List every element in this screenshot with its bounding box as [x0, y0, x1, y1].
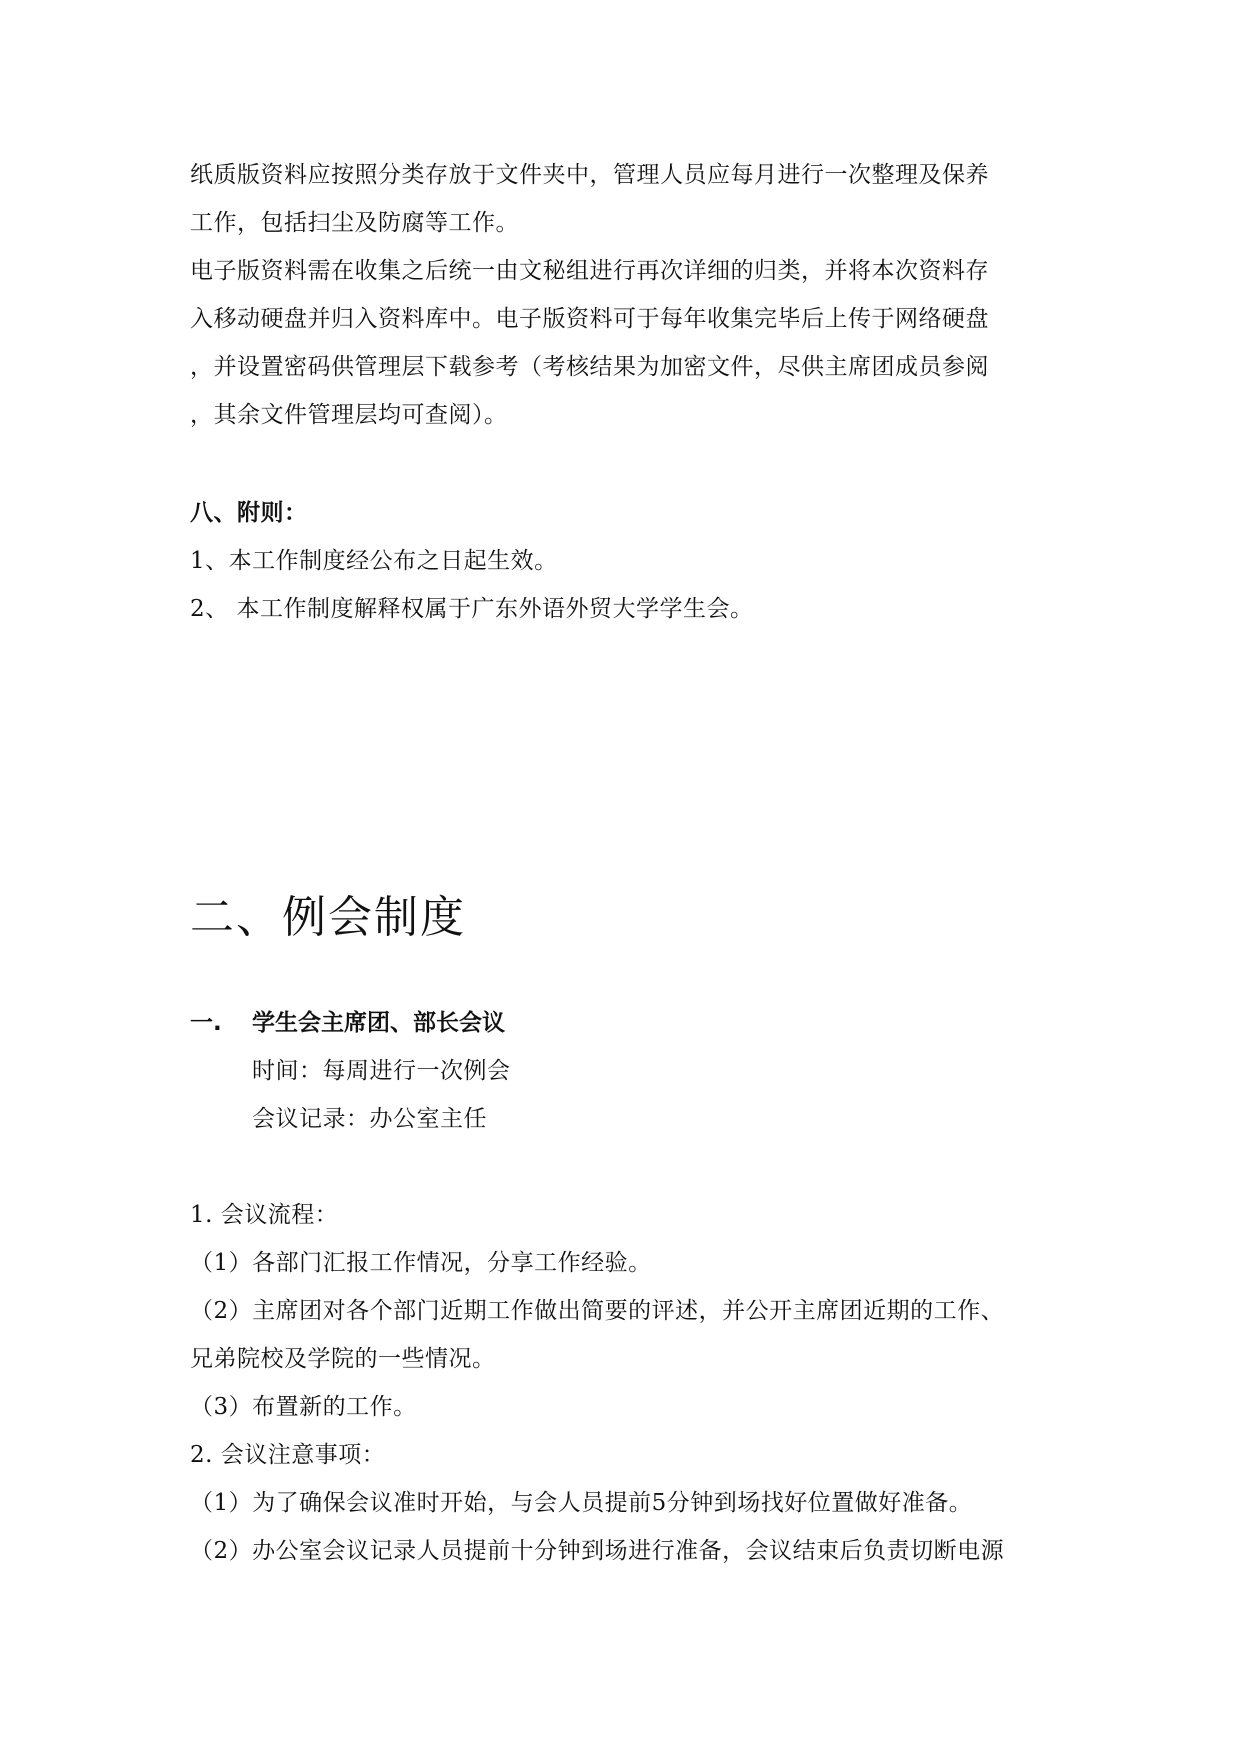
appendix-item: 2、 本工作制度解释权属于广东外语外贸大学学生会。 — [190, 596, 754, 622]
meeting-recorder: 会议记录：办公室主任 — [252, 1106, 487, 1132]
process-line: （3）布置新的工作。 — [190, 1394, 417, 1420]
appendix-heading: 八、附则： — [190, 500, 308, 526]
notes-line: （1）为了确保会议准时开始，与会人员提前5分钟到场找好位置做好准备。 — [190, 1490, 973, 1516]
paragraph-line: 纸质版资料应按照分类存放于文件夹中，管理人员应每月进行一次整理及保养 — [190, 162, 989, 188]
sub-heading — [190, 1008, 505, 1038]
paragraph-line: 工作，包括扫尘及防腐等工作。 — [190, 210, 519, 236]
paragraph-line: ，其余文件管理层均可查阅）。 — [190, 402, 508, 428]
section-title: 二、例会制度 — [190, 892, 466, 943]
sub-heading-number: 一. — [190, 1010, 222, 1036]
paragraph-line: 入移动硬盘并归入资料库中。电子版资料可于每年收集完毕后上传于网络硬盘 — [190, 306, 989, 332]
notes-heading: 2. 会议注意事项： — [190, 1442, 386, 1468]
paragraph-line: ，并设置密码供管理层下载参考（考核结果为加密文件，尽供主席团成员参阅 — [190, 354, 989, 380]
notes-line: （2）办公室会议记录人员提前十分钟到场进行准备，会议结束后负责切断电源 — [190, 1538, 1005, 1564]
process-line: （2）主席团对各个部门近期工作做出简要的评述，并公开主席团近期的工作、 — [190, 1298, 1005, 1324]
appendix-item: 1、本工作制度经公布之日起生效。 — [190, 548, 558, 574]
process-line: （1）各部门汇报工作情况，分享工作经验。 — [190, 1250, 652, 1276]
process-line: 兄弟院校及学院的一些情况。 — [190, 1346, 496, 1372]
meeting-time: 时间：每周进行一次例会 — [252, 1058, 511, 1084]
sub-heading-title: 学生会主席团、部长会议 — [252, 1010, 505, 1036]
paragraph-line: 电子版资料需在收集之后统一由文秘组进行再次详细的归类，并将本次资料存 — [190, 258, 989, 284]
process-heading: 1. 会议流程： — [190, 1202, 339, 1228]
